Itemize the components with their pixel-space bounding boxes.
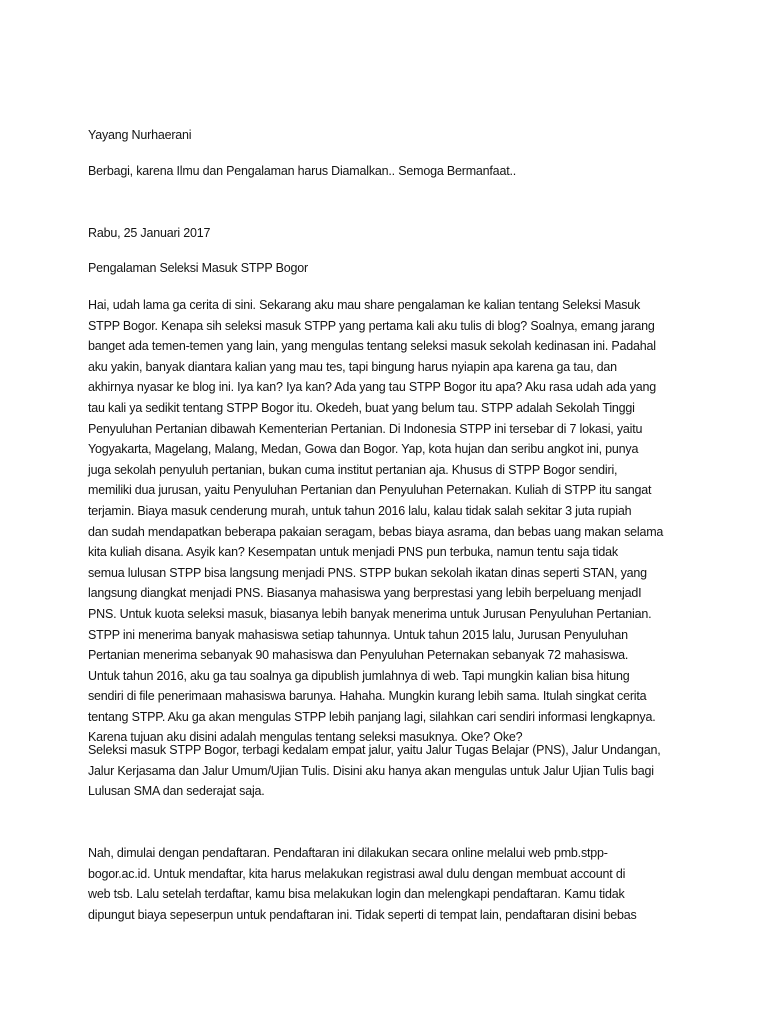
text-line: tentang STPP. Aku ga akan mengulas STPP lebih panjang lagi, silahkan cari sendiri informasi lengkapnya. <box>88 709 656 724</box>
text-line: langsung diangkat menjadi PNS. Biasanya mahasiswa yang berprestasi yang lebih berpeluang menjadI <box>88 586 642 601</box>
text-line: Penyuluhan Pertanian dibawah Kementerian Pertanian. Di Indonesia STPP ini tersebar di 7 lokasi, yaitu <box>88 421 643 436</box>
text-line: terjamin. Biaya masuk cenderung murah, untuk tahun 2016 lalu, kalau tidak salah sekitar 3 juta rupiah <box>88 503 632 518</box>
text-line: memiliki dua jurusan, yaitu Penyuluhan Pertanian dan Penyuluhan Peternakan. Kuliah di STPP itu sangat <box>88 483 652 498</box>
text-line: semua lulusan STPP bisa langsung menjadi PNS. STPP bukan sekolah ikatan dinas seperti STAN, yang <box>88 565 647 580</box>
text-line: dipungut biaya sepeserpun untuk pendaftaran ini. Tidak seperti di tempat lain, pendaftaran disini bebas <box>88 907 637 922</box>
text-line: Pertanian menerima sebanyak 90 mahasiswa dan Penyuluhan Peternakan sebanyak 72 mahasiswa. <box>88 648 629 663</box>
text-line: PNS. Untuk kuota seleksi masuk, biasanya lebih banyak menerima untuk Jurusan Penyuluhan Pertanian. <box>88 606 652 621</box>
paragraph-jalur <box>88 740 661 802</box>
author-name: Yayang Nurhaerani <box>88 128 192 142</box>
paragraph-pendaftaran <box>88 843 637 925</box>
text-line: Seleksi masuk STPP Bogor, terbagi kedalam empat jalur, yaitu Jalur Tugas Belajar (PNS), Jalur Undangan, <box>88 743 661 757</box>
paragraph-intro <box>88 295 663 748</box>
text-line: Jalur Kerjasama dan Jalur Umum/Ujian Tulis. Disini aku hanya akan mengulas untuk Jalur Ujian Tulis bagi <box>88 763 654 778</box>
text-line: web tsb. Lalu setelah terdaftar, kamu bisa melakukan login dan melengkapi pendaftaran. Kamu tidak <box>88 887 625 902</box>
text-line: Hai, udah lama ga cerita di sini. Sekarang aku mau share pengalaman ke kalian tentang Seleksi Masuk <box>88 298 641 312</box>
text-line: Karena tujuan aku disini adalah mengulas tentang seleksi masuknya. Oke? Oke? <box>88 730 523 745</box>
text-line: Lulusan SMA dan sederajat saja. <box>88 784 265 799</box>
text-line: kita kuliah disana. Asyik kan? Kesempatan untuk menjadi PNS pun terbuka, namun tentu saja tidak <box>88 545 618 560</box>
text-line: Untuk tahun 2016, aku ga tau soalnya ga dipublish jumlahnya di web. Tapi mungkin kalian bisa hitung <box>88 668 630 683</box>
text-line: sendiri di file penerimaan mahasiswa barunya. Hahaha. Mungkin kurang lebih sama. Itulah singkat cerita <box>88 689 647 704</box>
text-line: juga sekolah penyuluh pertanian, bukan cuma institut pertanian aja. Khusus di STPP Bogor sendiri, <box>88 462 618 477</box>
text-line: tau kali ya sedikit tentang STPP Bogor itu. Okedeh, buat yang belum tau. STPP adalah Sekolah Tinggi <box>88 400 635 415</box>
blog-tagline: Berbagi, karena Ilmu dan Pengalaman harus Diamalkan.. Semoga Bermanfaat.. <box>88 164 517 178</box>
text-line: Nah, dimulai dengan pendaftaran. Pendaftaran ini dilakukan secara online melalui web pmb.stpp- <box>88 846 608 860</box>
text-line: banget ada temen-temen yang lain, yang mengulas tentang seleksi masuk sekolah kedinasan ini. Padahal <box>88 339 656 354</box>
text-line: akhirnya nyasar ke blog ini. Iya kan? Iya kan? Ada yang tau STPP Bogor itu apa? Aku rasa udah ada yang <box>88 380 656 395</box>
text-line: dan sudah mendapatkan beberapa pakaian seragam, bebas biaya asrama, dan bebas uang makan selama <box>88 524 664 539</box>
post-date: Rabu, 25 Januari 2017 <box>88 226 211 240</box>
text-line: aku yakin, banyak diantara kalian yang mau tes, tapi bingung harus nyiapin apa karena ga tau, dan <box>88 359 617 374</box>
post-title: Pengalaman Seleksi Masuk STPP Bogor <box>88 261 308 275</box>
text-line: Yogyakarta, Magelang, Malang, Medan, Gowa dan Bogor. Yap, kota hujan dan seribu angkot ini, punya <box>88 442 639 457</box>
text-line: STPP ini menerima banyak mahasiswa setiap tahunnya. Untuk tahun 2015 lalu, Jurusan Penyuluhan <box>88 627 628 642</box>
text-line: bogor.ac.id. Untuk mendaftar, kita harus melakukan registrasi awal dulu dengan membuat account di <box>88 866 626 881</box>
text-line: STPP Bogor. Kenapa sih seleksi masuk STPP yang pertama kali aku tulis di blog? Soalnya, emang jarang <box>88 318 655 333</box>
